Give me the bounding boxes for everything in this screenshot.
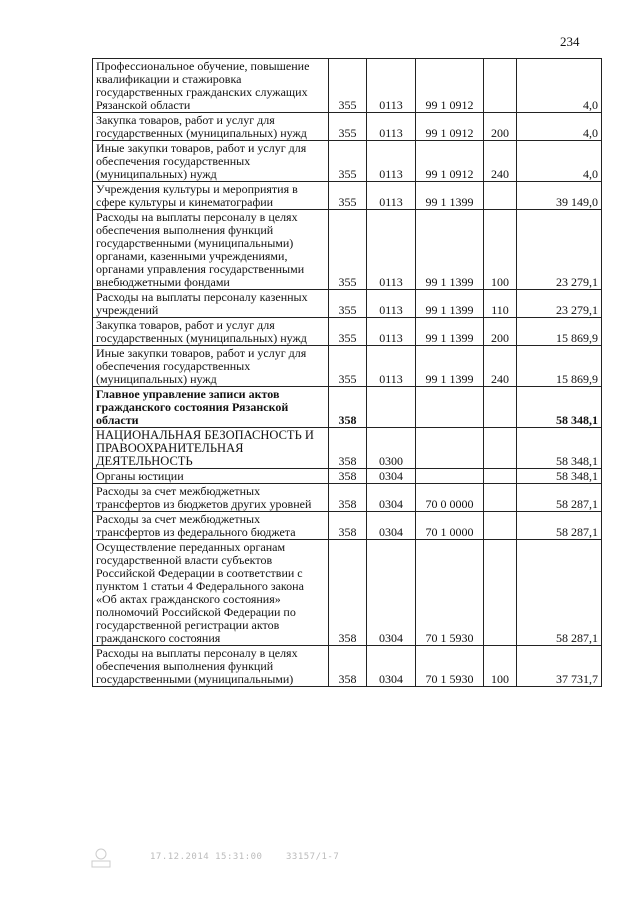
table-row [93, 540, 602, 646]
cell-rz: 0113 [367, 346, 416, 387]
cell-sum: 58 348,1 [517, 469, 602, 484]
cell-ved: 355 [329, 318, 367, 346]
cell-csr: 70 1 0000 [416, 512, 484, 540]
cell-vr [484, 469, 517, 484]
cell-csr [416, 387, 484, 428]
cell-ved: 355 [329, 182, 367, 210]
cell-csr [416, 428, 484, 469]
cell-rz: 0113 [367, 113, 416, 141]
cell-csr: 99 1 1399 [416, 318, 484, 346]
cell-vr: 240 [484, 141, 517, 182]
cell-vr: 240 [484, 346, 517, 387]
cell-ved: 358 [329, 387, 367, 428]
page-number: 234 [560, 34, 580, 49]
table-row [93, 210, 602, 290]
cell-rz: 0113 [367, 182, 416, 210]
cell-csr: 70 1 5930 [416, 540, 484, 646]
cell-sum: 58 348,1 [517, 387, 602, 428]
cell-sum: 37 731,7 [517, 646, 602, 687]
cell-csr: 99 1 1399 [416, 346, 484, 387]
cell-csr: 99 1 0912 [416, 59, 484, 113]
cell-name: Закупка товаров, работ и услуг для государственных (муниципальных) нужд [93, 113, 329, 141]
cell-ved: 358 [329, 646, 367, 687]
cell-rz: 0113 [367, 59, 416, 113]
cell-vr: 100 [484, 210, 517, 290]
cell-rz: 0304 [367, 540, 416, 646]
cell-name: Расходы на выплаты персоналу в целях обеспечения выполнения функций государственными (муниципальными) органами, казенными учреждениями, органами управления государственными внебюджетными фондами [93, 210, 329, 290]
table-row [93, 646, 602, 687]
cell-ved: 355 [329, 346, 367, 387]
cell-name: Учреждения культуры и мероприятия в сфере культуры и кинематографии [93, 182, 329, 210]
cell-name: Расходы на выплаты персоналу казенных учреждений [93, 290, 329, 318]
budget-table [92, 58, 602, 687]
cell-name: Расходы на выплаты персоналу в целях обеспечения выполнения функций государственными (муниципальными) [93, 646, 329, 687]
table-row [93, 484, 602, 512]
table-row [93, 387, 602, 428]
cell-csr: 99 1 1399 [416, 290, 484, 318]
cell-name: Органы юстиции [93, 469, 329, 484]
budget-table-body [93, 59, 602, 687]
cell-vr [484, 59, 517, 113]
cell-ved: 358 [329, 469, 367, 484]
footer-doc-code: 33157/1-7 [286, 852, 340, 862]
cell-name: Главное управление записи актов гражданского состояния Рязанской области [93, 387, 329, 428]
cell-sum: 39 149,0 [517, 182, 602, 210]
table-row [93, 141, 602, 182]
table-row [93, 318, 602, 346]
cell-ved: 358 [329, 540, 367, 646]
cell-vr [484, 512, 517, 540]
cell-ved: 358 [329, 428, 367, 469]
cell-vr: 200 [484, 318, 517, 346]
cell-rz: 0113 [367, 210, 416, 290]
table-row [93, 113, 602, 141]
cell-csr: 99 1 0912 [416, 113, 484, 141]
table-row [93, 512, 602, 540]
cell-sum: 58 287,1 [517, 512, 602, 540]
cell-ved: 355 [329, 141, 367, 182]
cell-vr [484, 428, 517, 469]
cell-name: Иные закупки товаров, работ и услуг для обеспечения государственных (муниципальных) нужд [93, 141, 329, 182]
cell-sum: 58 348,1 [517, 428, 602, 469]
scan-stamp-icon [88, 846, 114, 870]
cell-csr [416, 469, 484, 484]
table-row [93, 59, 602, 113]
cell-rz: 0113 [367, 318, 416, 346]
cell-rz: 0300 [367, 428, 416, 469]
cell-vr: 110 [484, 290, 517, 318]
cell-sum: 4,0 [517, 59, 602, 113]
cell-vr: 200 [484, 113, 517, 141]
cell-ved: 358 [329, 484, 367, 512]
cell-vr [484, 484, 517, 512]
footer-timestamp: 17.12.2014 15:31:00 [150, 852, 263, 862]
cell-csr: 70 1 5930 [416, 646, 484, 687]
cell-rz [367, 387, 416, 428]
cell-ved: 355 [329, 210, 367, 290]
cell-name: Иные закупки товаров, работ и услуг для обеспечения государственных (муниципальных) нужд [93, 346, 329, 387]
cell-rz: 0304 [367, 469, 416, 484]
cell-ved: 355 [329, 290, 367, 318]
cell-rz: 0304 [367, 484, 416, 512]
cell-sum: 58 287,1 [517, 540, 602, 646]
cell-sum: 4,0 [517, 113, 602, 141]
cell-sum: 58 287,1 [517, 484, 602, 512]
cell-rz: 0113 [367, 290, 416, 318]
cell-sum: 4,0 [517, 141, 602, 182]
cell-rz: 0304 [367, 512, 416, 540]
cell-name: Профессиональное обучение, повышение квалификации и стажировка государственных гражданских служащих Рязанской области [93, 59, 329, 113]
cell-ved: 355 [329, 113, 367, 141]
table-row [93, 428, 602, 469]
table-row [93, 182, 602, 210]
cell-name: НАЦИОНАЛЬНАЯ БЕЗОПАСНОСТЬ И ПРАВООХРАНИТЕЛЬНАЯ ДЕЯТЕЛЬНОСТЬ [93, 428, 329, 469]
cell-vr [484, 540, 517, 646]
cell-csr: 99 1 1399 [416, 182, 484, 210]
cell-name: Закупка товаров, работ и услуг для государственных (муниципальных) нужд [93, 318, 329, 346]
cell-ved: 358 [329, 512, 367, 540]
table-row [93, 290, 602, 318]
cell-csr: 99 1 1399 [416, 210, 484, 290]
cell-vr [484, 182, 517, 210]
cell-name: Расходы за счет межбюджетных трансфертов из федерального бюджета [93, 512, 329, 540]
cell-vr [484, 387, 517, 428]
cell-name: Расходы за счет межбюджетных трансфертов из бюджетов других уровней [93, 484, 329, 512]
cell-rz: 0304 [367, 646, 416, 687]
cell-ved: 355 [329, 59, 367, 113]
cell-name: Осуществление переданных органам государственной власти субъектов Российской Федерации в соответствии с пунктом 1 статьи 4 Федерального закона «Об актах гражданского состояния» полномочий Российской Федерации по государственной регистрации актов гражданского состояния [93, 540, 329, 646]
cell-vr: 100 [484, 646, 517, 687]
cell-sum: 15 869,9 [517, 318, 602, 346]
cell-rz: 0113 [367, 141, 416, 182]
cell-csr: 99 1 0912 [416, 141, 484, 182]
cell-csr: 70 0 0000 [416, 484, 484, 512]
table-row [93, 469, 602, 484]
table-row [93, 346, 602, 387]
cell-sum: 23 279,1 [517, 210, 602, 290]
cell-sum: 23 279,1 [517, 290, 602, 318]
cell-sum: 15 869,9 [517, 346, 602, 387]
